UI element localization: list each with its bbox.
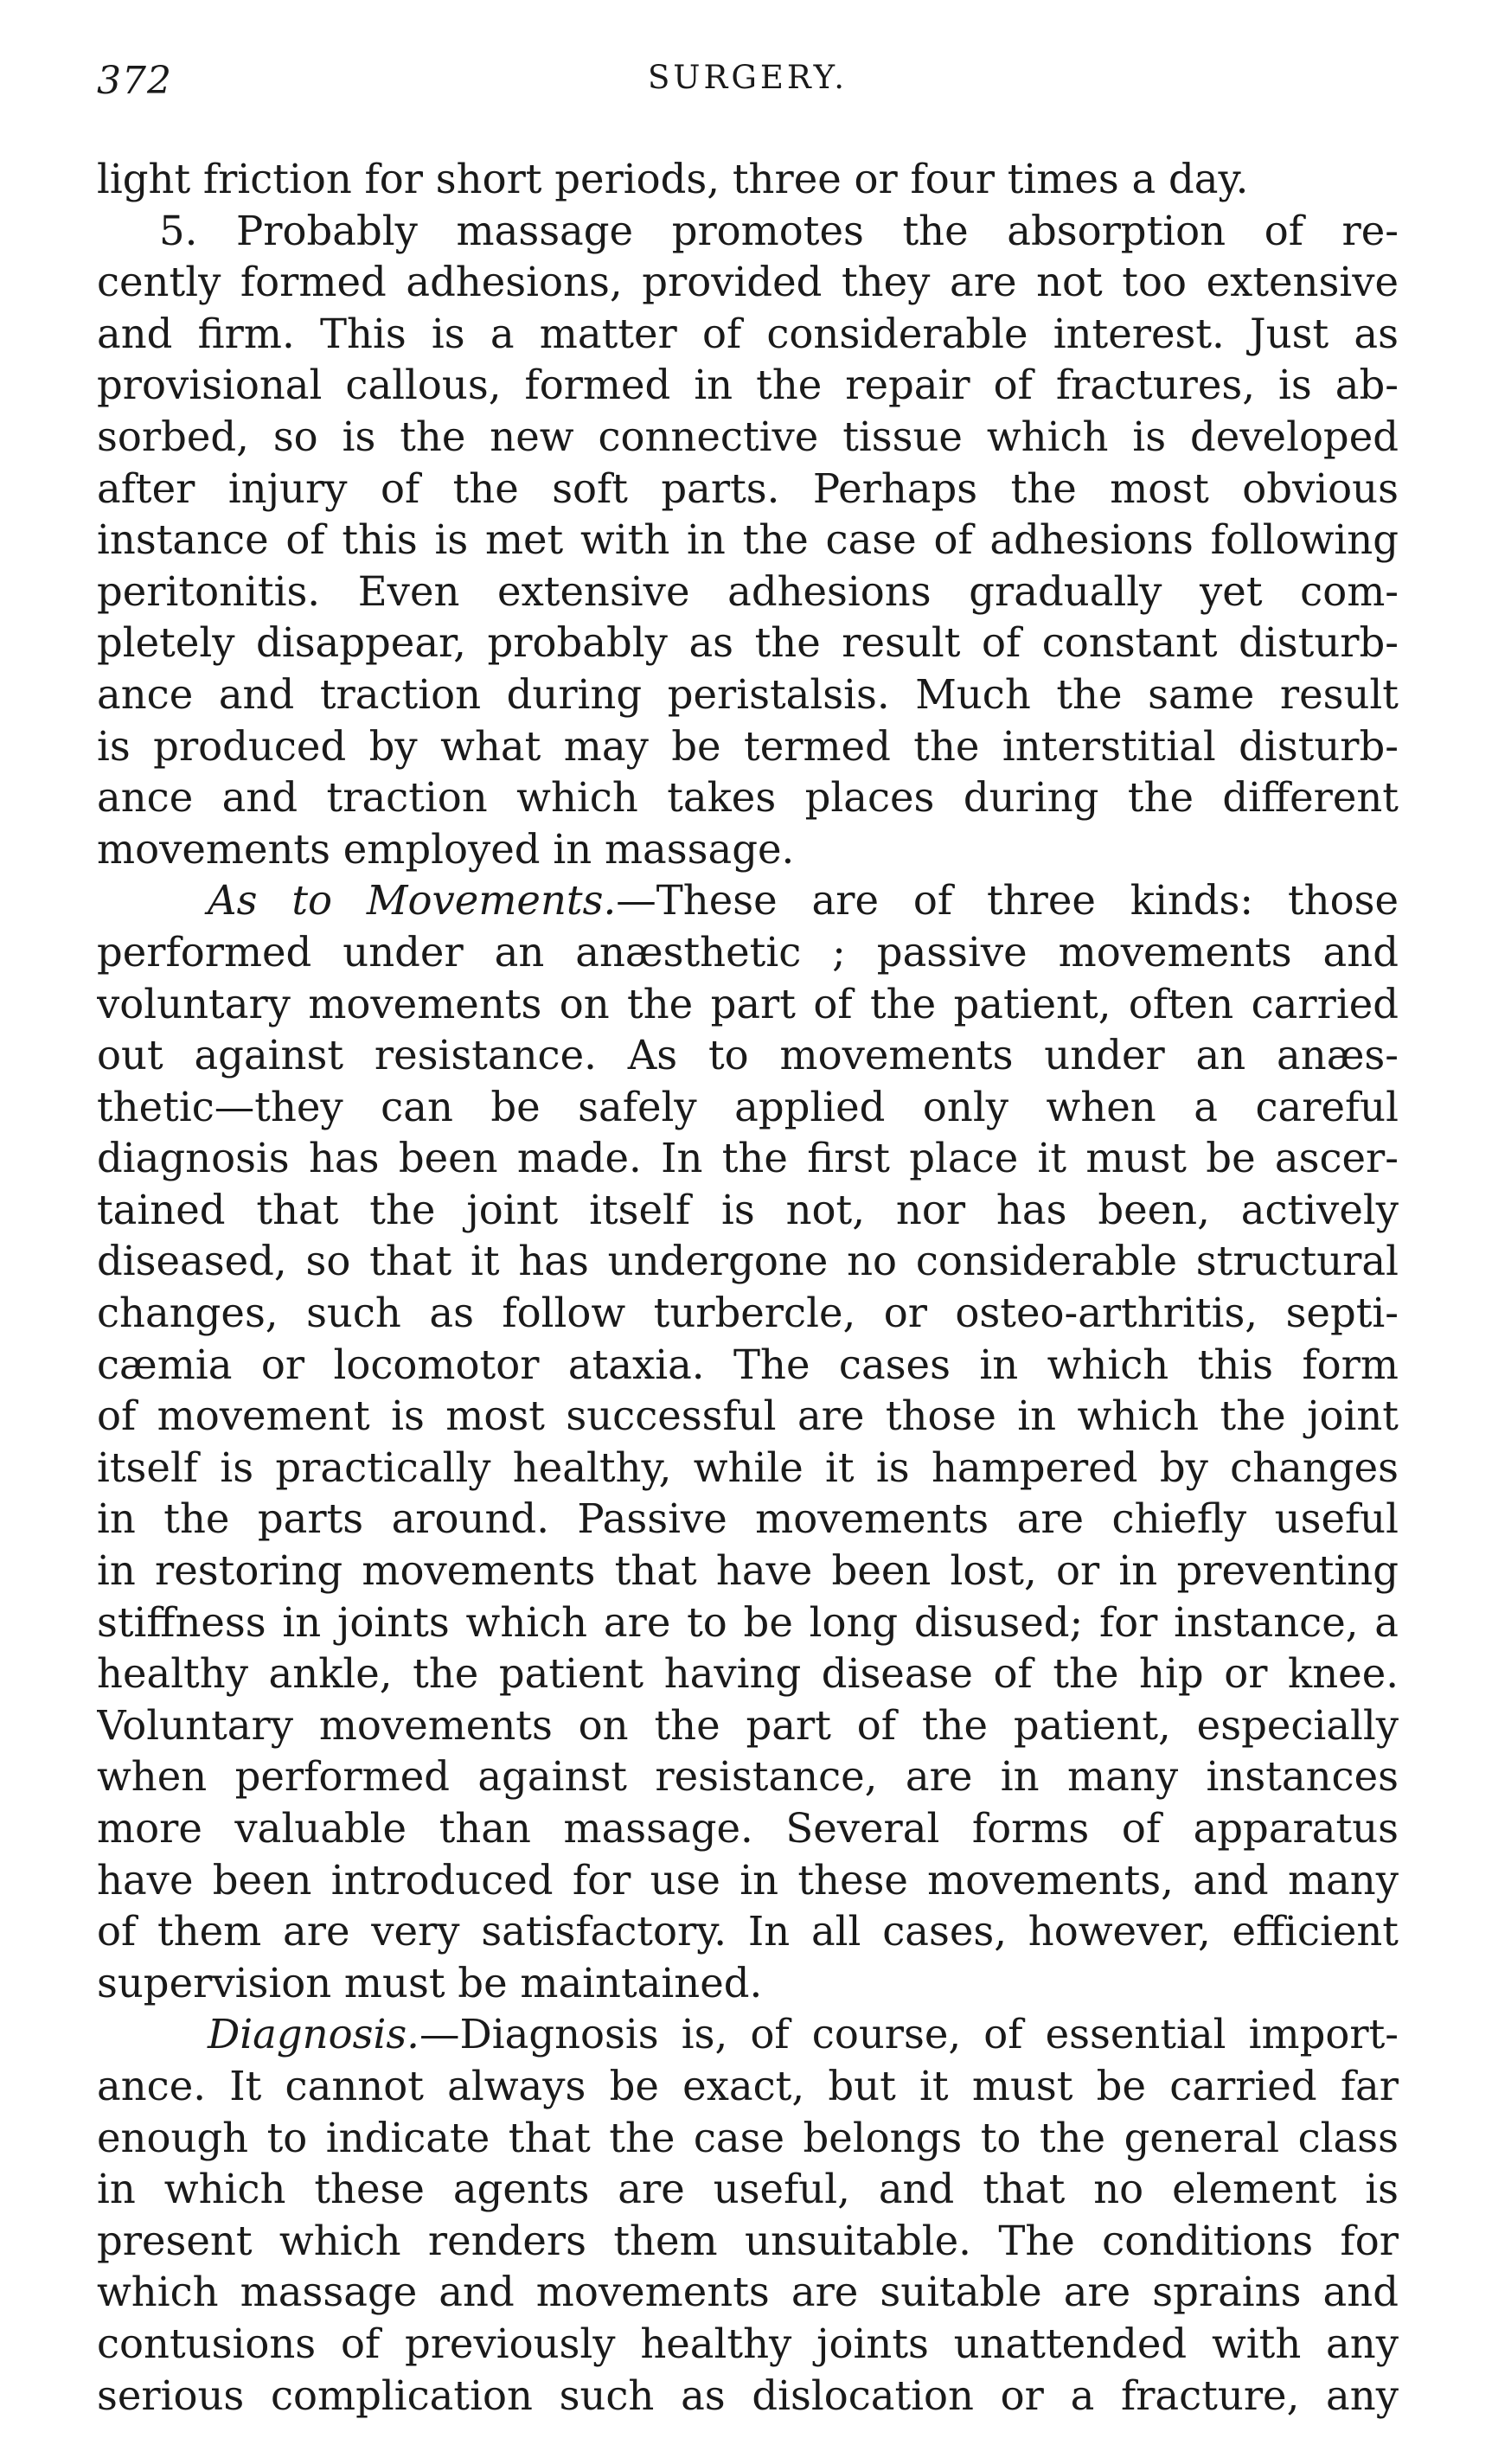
line-text: supervision must be maintained. — [97, 1959, 763, 2006]
text-line — [97, 1185, 1399, 1237]
line-text: healthy ankle, the patient having disease of the hip or knee. — [97, 1650, 1399, 1698]
text-line — [97, 412, 1399, 464]
line-text: in the parts around. Passive movements are chiefly useful — [97, 1495, 1399, 1543]
text-line — [97, 1648, 1399, 1700]
text-line — [97, 824, 1399, 876]
text-line — [97, 309, 1399, 361]
text-line — [97, 1803, 1399, 1855]
page-number: 372 — [97, 59, 172, 103]
line-text: in which these agents are useful, and that no element is — [97, 2166, 1399, 2213]
line-text: ance and traction which takes places during the different — [97, 774, 1399, 822]
line-text: tained that the joint itself is not, nor has been, actively — [97, 1186, 1399, 1233]
text-line — [97, 1340, 1399, 1392]
section-heading: Diagnosis. — [208, 2011, 419, 2058]
line-text: thetic—they can be safely applied only when a careful — [97, 1083, 1399, 1130]
line-text: changes, such as follow turbercle, or osteo-arthritis, septi- — [97, 1290, 1399, 1337]
text-line — [97, 772, 1399, 824]
line-text: and firm. This is a matter of considerable interest. Just as — [97, 310, 1399, 357]
line-text: diagnosis has been made. In the first place it must be ascer- — [97, 1135, 1399, 1182]
line-text: provisional callous, formed in the repair of fractures, is ab- — [97, 362, 1399, 409]
text-line — [97, 2061, 1399, 2113]
text-line — [97, 979, 1399, 1031]
line-text: in restoring movements that have been lost, or in preventing — [97, 1547, 1399, 1595]
line-text: pletely disappear, probably as the result of constant disturb- — [97, 619, 1399, 667]
body-text — [97, 154, 1399, 2422]
text-line — [97, 875, 1399, 927]
text-line — [97, 1958, 1399, 2010]
text-line — [97, 1494, 1399, 1546]
section-heading: As to Movements. — [208, 877, 617, 925]
text-line — [97, 721, 1399, 773]
line-text: when performed against resistance, are in many instances — [97, 1753, 1399, 1801]
page-header — [97, 59, 1399, 111]
text-line — [97, 566, 1399, 618]
text-line — [97, 1030, 1399, 1082]
line-text: which massage and movements are suitable are sprains and — [97, 2269, 1399, 2316]
text-line — [97, 927, 1399, 979]
line-text: out against resistance. As to movements under an anæs- — [97, 1032, 1399, 1079]
text-line — [97, 1546, 1399, 1597]
line-text: peritonitis. Even extensive adhesions gradually yet com- — [97, 567, 1399, 615]
text-line — [97, 1082, 1399, 1134]
line-text: enough to indicate that the case belongs to the general class — [97, 2114, 1399, 2161]
line-text: is produced by what may be termed the interstitial disturb- — [97, 722, 1399, 770]
line-text: instance of this is met with in the case of adhesions following — [97, 516, 1399, 564]
text-line — [97, 257, 1399, 309]
line-text: light friction for short periods, three or four times a day. — [97, 156, 1249, 202]
line-text: itself is practically healthy, while it is hampered by changes — [97, 1443, 1399, 1491]
text-line — [97, 2371, 1399, 2422]
line-text: of movement is most successful are those in which the joint — [97, 1392, 1399, 1440]
text-line — [97, 2267, 1399, 2319]
line-text: sorbed, so is the new connective tissue which is developed — [97, 413, 1399, 460]
line-text: after injury of the soft parts. Perhaps the most obvious — [97, 464, 1399, 512]
text-line — [97, 1133, 1399, 1185]
line-text: serious complication such as dislocation or a fracture, any — [97, 2371, 1399, 2419]
text-line — [97, 1751, 1399, 1803]
line-text: cently formed adhesions, provided they are not too extensive — [97, 259, 1399, 306]
text-line — [97, 2164, 1399, 2216]
line-text: —Diagnosis is, of course, of essential import- — [419, 2011, 1399, 2058]
line-text: cæmia or locomotor ataxia. The cases in which this form — [97, 1341, 1399, 1388]
line-text: —These are of three kinds: those — [616, 877, 1399, 925]
text-line — [97, 669, 1399, 721]
line-text: Voluntary movements on the part of the patient, especially — [97, 1701, 1399, 1749]
line-text: performed under an anæsthetic ; passive movements and — [97, 928, 1399, 976]
line-text: diseased, so that it has undergone no considerable structural — [97, 1238, 1399, 1285]
line-text: ance. It cannot always be exact, but it must be carried far — [97, 2062, 1399, 2109]
line-text: more valuable than massage. Several forms of apparatus — [97, 1805, 1399, 1852]
text-line — [97, 1597, 1399, 1649]
text-line — [97, 1391, 1399, 1443]
text-line — [97, 1236, 1399, 1288]
text-line — [97, 2113, 1399, 2165]
line-text: of them are very satisfactory. In all cases, however, efficient — [97, 1908, 1399, 1955]
text-line — [97, 1906, 1399, 1958]
line-text: 5. Probably massage promotes the absorption of re- — [159, 207, 1399, 254]
running-head: SURGERY. — [647, 59, 848, 96]
text-line — [97, 1443, 1399, 1494]
text-line — [97, 1855, 1399, 1907]
line-text: have been introduced for use in these movements, and many — [97, 1856, 1399, 1904]
line-text: ance and traction during peristalsis. Much the same result — [97, 670, 1399, 718]
text-line — [97, 154, 1399, 206]
text-line — [97, 2009, 1399, 2061]
text-line — [97, 1288, 1399, 1340]
text-line — [97, 618, 1399, 669]
text-line — [97, 360, 1399, 412]
text-line — [97, 206, 1399, 258]
text-line — [97, 1700, 1399, 1752]
line-text: voluntary movements on the part of the patient, often carried — [97, 980, 1399, 1027]
text-line — [97, 464, 1399, 515]
text-line — [97, 2216, 1399, 2268]
line-text: contusions of previously healthy joints unattended with any — [97, 2320, 1399, 2367]
line-text: movements employed in massage. — [97, 825, 795, 873]
text-line — [97, 2319, 1399, 2371]
text-line — [97, 515, 1399, 566]
line-text: present which renders them unsuitable. The conditions for — [97, 2217, 1399, 2264]
line-text: stiffness in joints which are to be long disused; for instance, a — [97, 1598, 1399, 1646]
